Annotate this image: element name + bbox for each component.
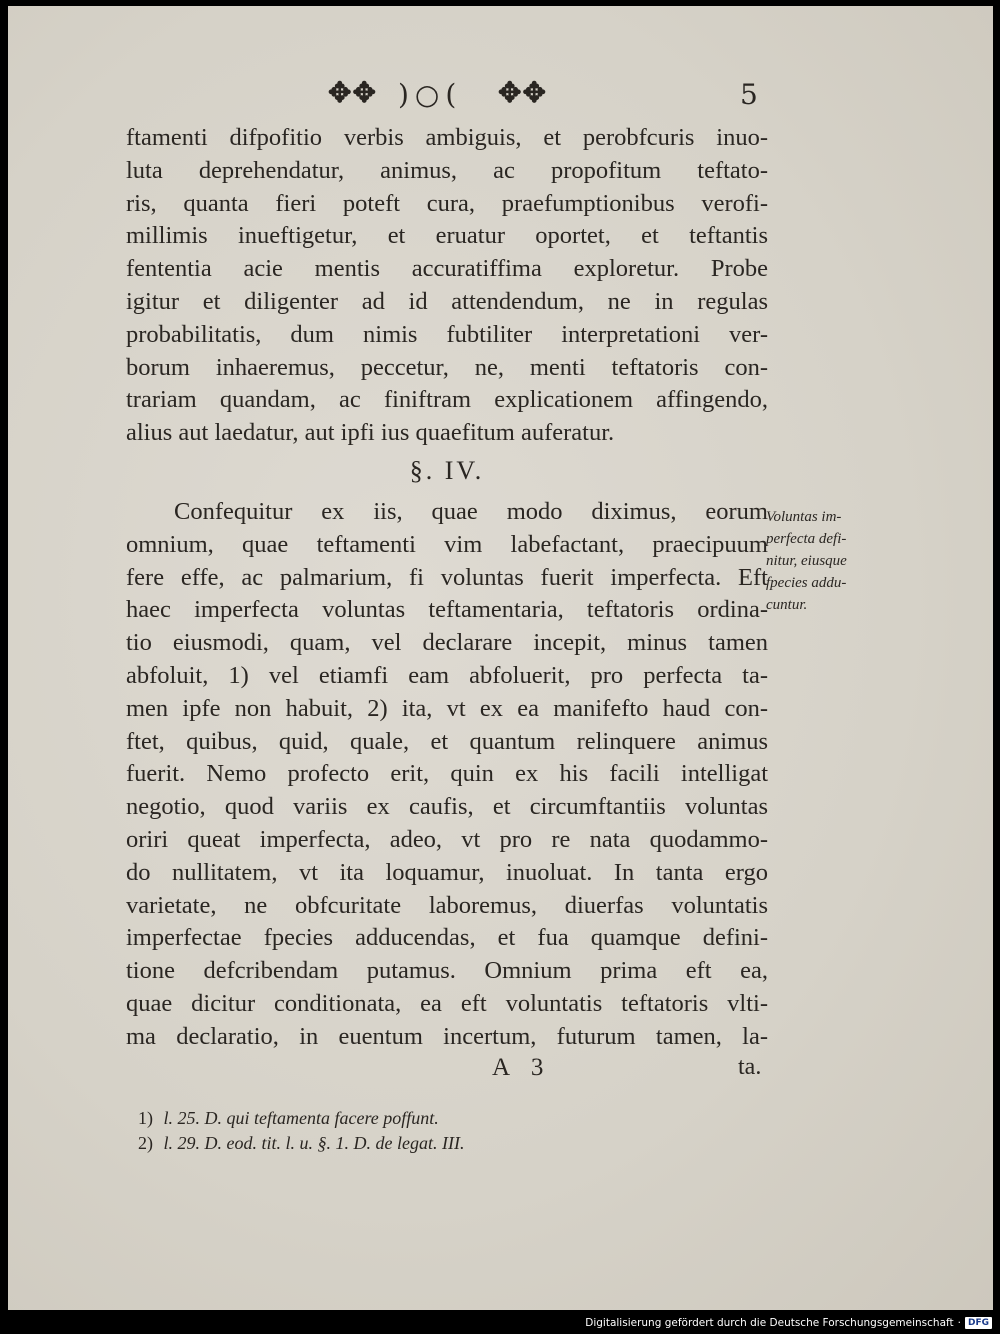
footnotes xyxy=(138,1106,698,1156)
text-line: do nullitatem, vt ita loquamur, inuoluat. In tanta ergo xyxy=(126,858,768,886)
paragraph-1 xyxy=(126,122,768,450)
text-line: negotio, quod variis ex caufis, et circumftantiis voluntas xyxy=(126,793,768,821)
text-line: fententia acie mentis accuratiffima exploretur. Probe xyxy=(126,255,768,283)
footnote-text: l. 29. D. eod. tit. l. u. §. 1. D. de legat. III. xyxy=(163,1133,465,1153)
ornament-right: ✥✥ xyxy=(498,76,547,109)
text-line: ftet, quibus, quid, quale, et quantum relinquere animus xyxy=(126,727,768,755)
dfg-logo: DFG xyxy=(965,1317,992,1329)
marginal-note-line: perfecta defi- xyxy=(766,531,847,547)
text-line: borum inhaeremus, peccetur, ne, menti teftatoris con- xyxy=(126,353,768,381)
signature-mark: A 3 xyxy=(492,1054,552,1081)
text-line: trariam quandam, ac finiftram explicationem affingendo, xyxy=(126,386,768,414)
text-line: quae dicitur conditionata, ea eft voluntatis teftatoris vlti- xyxy=(126,989,768,1017)
footnote xyxy=(138,1106,698,1131)
text-line: igitur et diligenter ad id attendendum, ne in regulas xyxy=(126,287,768,315)
text-line: haec imperfecta voluntas teftamentaria, teftatoris ordina- xyxy=(126,596,768,624)
text-line: ma declaratio, in euentum incertum, futurum tamen, la- xyxy=(126,1022,768,1050)
text-line: probabilitatis, dum nimis fubtiliter interpretationi ver- xyxy=(126,320,768,348)
marginal-note-line: Voluntas im- xyxy=(766,509,842,525)
marginal-note-line: fpecies addu- xyxy=(766,575,847,591)
text-line: ftamenti difpofitio verbis ambiguis, et perobfcuris inuo- xyxy=(126,124,768,151)
running-head-middle: )○( xyxy=(398,78,463,111)
marginal-note-line: nitur, eiusque xyxy=(766,553,847,569)
text-line: ris, quanta fieri poteft cura, praefumptionibus verofi- xyxy=(126,189,768,217)
footnote-number: 2) xyxy=(138,1133,153,1153)
funding-banner xyxy=(585,1314,992,1332)
book-page xyxy=(8,6,993,1310)
text-line: tio eiusmodi, quam, vel declarare incepit, minus tamen xyxy=(126,629,768,657)
text-line: omnium, quae teftamenti vim labefactant, praecipuum xyxy=(126,530,768,558)
marginal-note xyxy=(766,506,876,616)
footnote-number: 1) xyxy=(138,1108,153,1128)
text-line: imperfectae fpecies adducendas, et fua quamque defini- xyxy=(126,924,768,952)
text-line: millimis inueftigetur, et eruatur oportet, et teftantis xyxy=(126,222,768,250)
section-heading: §. IV. xyxy=(409,456,485,485)
catchword: ta. xyxy=(738,1054,762,1080)
funding-separator: · xyxy=(957,1317,961,1329)
funding-text: Digitalisierung gefördert durch die Deutsche Forschungsgemeinschaft xyxy=(585,1317,954,1329)
paragraph-2 xyxy=(126,496,768,1054)
text-line: alius aut laedatur, aut ipfi ius quaefitum auferatur. xyxy=(126,419,615,447)
ornament-left: ✥✥ xyxy=(328,76,377,109)
text-line: men ipfe non habuit, 2) ita, vt ex ea manifefto haud con- xyxy=(126,694,768,722)
text-line: abfoluit, 1) vel etiamfi eam abfoluerit, pro perfecta ta- xyxy=(126,661,768,689)
text-line: fere effe, ac palmarium, fi voluntas fuerit imperfecta. Eft xyxy=(126,563,768,591)
text-line: fuerit. Nemo profecto erit, quin ex his facili intelligat xyxy=(126,760,768,788)
text-line: oriri queat imperfecta, adeo, vt pro re nata quodammo- xyxy=(126,825,768,853)
marginal-note-line: cuntur. xyxy=(766,597,808,613)
text-line: Confequitur ex iis, quae modo diximus, eorum xyxy=(174,498,768,525)
running-head xyxy=(328,76,748,120)
footnote-text: l. 25. D. qui teftamenta facere poffunt. xyxy=(163,1108,439,1128)
footnote xyxy=(138,1131,698,1156)
text-line: tione defcribendam putamus. Omnium prima eft ea, xyxy=(126,957,768,985)
page-number: 5 xyxy=(740,78,758,111)
text-line: varietate, ne obfcuritate laboremus, diuerfas voluntatis xyxy=(126,891,768,919)
text-line: luta deprehendatur, animus, ac propofitum teftato- xyxy=(126,156,768,184)
